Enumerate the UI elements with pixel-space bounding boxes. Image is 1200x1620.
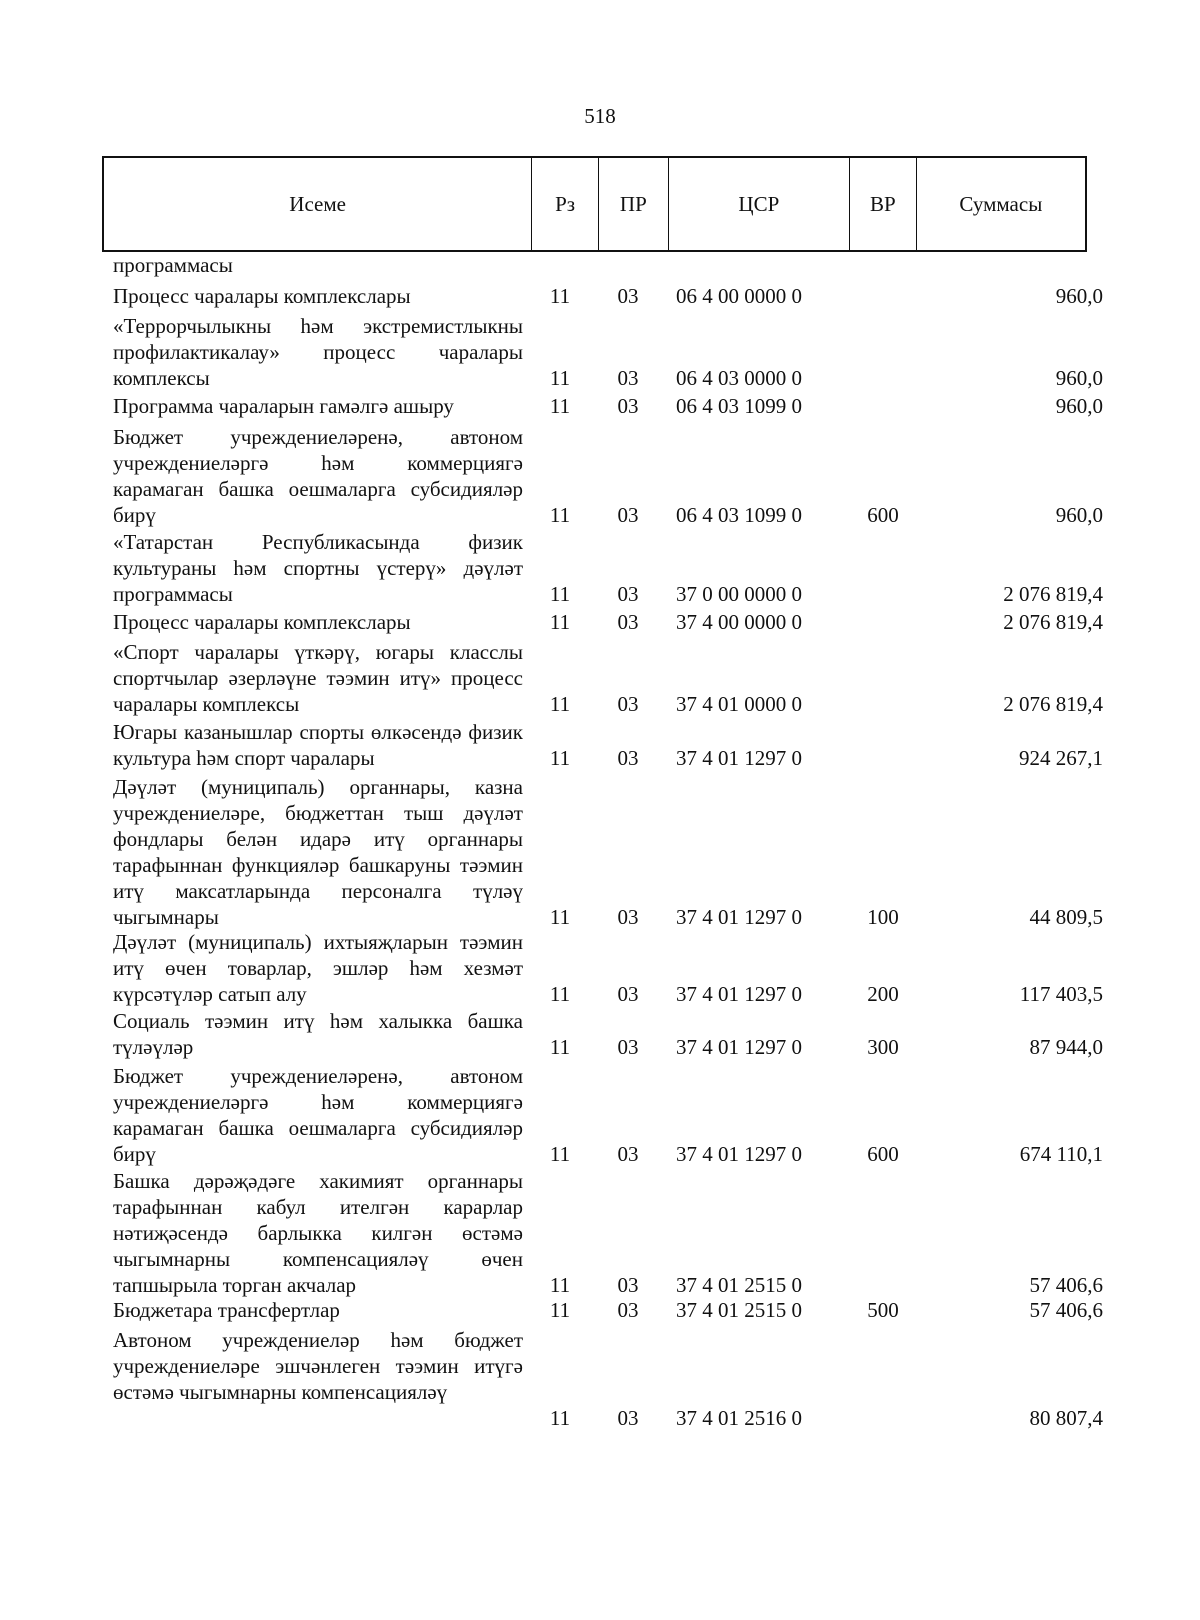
- row-rz: 11: [549, 1035, 571, 1059]
- row-pr: 03: [617, 1035, 639, 1059]
- row-rz: 11: [549, 1406, 571, 1430]
- row-pr: 03: [617, 982, 639, 1006]
- row-name: «Террорчылыкны һәм экстремистлыкны профилактикалау» процесс чаралары комплексы: [113, 314, 523, 390]
- row-pr: 03: [617, 610, 639, 634]
- row-sum: 960,0: [1055, 394, 1103, 418]
- row-pr: 03: [617, 1142, 639, 1166]
- row-sum: 960,0: [1055, 503, 1103, 527]
- row-csr: 37 0 00 0000 0: [676, 582, 802, 606]
- row-sum: 960,0: [1055, 284, 1103, 308]
- row-csr: 37 4 01 1297 0: [676, 1035, 802, 1059]
- row-rz: 11: [549, 284, 571, 308]
- header-pr: ПР: [599, 158, 669, 250]
- row-rz: 11: [549, 394, 571, 418]
- row-sum: 57 406,6: [1029, 1273, 1103, 1297]
- row-sum: 674 110,1: [1019, 1142, 1103, 1166]
- row-rz: 11: [549, 746, 571, 770]
- row-rz: 11: [549, 905, 571, 929]
- row-pr: 03: [617, 284, 639, 308]
- row-pr: 03: [617, 1406, 639, 1430]
- header-sum: Суммасы: [959, 191, 1043, 216]
- row-sum: 80 807,4: [1029, 1406, 1103, 1430]
- row-vr: 600: [867, 503, 899, 527]
- page-number: 518: [584, 104, 616, 128]
- row-rz: 11: [549, 692, 571, 716]
- header-vr: ВР: [850, 158, 917, 250]
- row-name: Программа чараларын гамәлгә ашыру: [113, 394, 454, 418]
- row-csr: 37 4 01 2516 0: [676, 1406, 802, 1430]
- row-rz: 11: [549, 366, 571, 390]
- row-pr: 03: [617, 746, 639, 770]
- row-csr: 06 4 03 1099 0: [676, 394, 802, 418]
- row-csr: 06 4 03 0000 0: [676, 366, 802, 390]
- row-rz: 11: [549, 982, 571, 1006]
- header-rz: Рз: [532, 158, 599, 250]
- row-csr: 37 4 01 1297 0: [676, 1142, 802, 1166]
- row-vr: 300: [867, 1035, 899, 1059]
- row-name: Дәүләт (муниципаль) органнары, казна учреждениеләре, бюджеттан тыш дәүләт фондлары белән идарә итү органнары тарафыннан функцияләр башкаруны тәэмин итү максатларында персоналга түләү чыгымнары: [113, 775, 523, 929]
- row-sum: 2 076 819,4: [1003, 582, 1103, 606]
- row-pr: 03: [617, 692, 639, 716]
- row-csr: 37 4 00 0000 0: [676, 610, 802, 634]
- row-rz: 11: [549, 582, 571, 606]
- row-pr: 03: [617, 1273, 639, 1297]
- row-name: программасы: [113, 253, 233, 277]
- row-csr: 37 4 01 2515 0: [676, 1273, 802, 1297]
- row-csr: 37 4 01 0000 0: [676, 692, 802, 716]
- row-sum: 2 076 819,4: [1003, 692, 1103, 716]
- row-name: Бюджет учреждениеләренә, автоном учреждениеләргә һәм коммерциягә карамаган башка оешмаларга субсидияләр бирү: [113, 1064, 523, 1166]
- row-sum: 2 076 819,4: [1003, 610, 1103, 634]
- row-sum: 57 406,6: [1029, 1298, 1103, 1322]
- row-name: Башка дәрәҗәдәге хакимият органнары тарафыннан кабул ителгән карарлар нәтиҗәсендә барлыкка килгән өстәмә чыгымнарны компенсацияләү өчен тапшырыла торган акчалар: [113, 1169, 523, 1297]
- row-name: Процесс чаралары комплекслары: [113, 284, 411, 308]
- row-sum: 960,0: [1055, 366, 1103, 390]
- row-csr: 37 4 01 1297 0: [676, 905, 802, 929]
- row-csr: 06 4 03 1099 0: [676, 503, 802, 527]
- row-rz: 11: [549, 1273, 571, 1297]
- row-rz: 11: [549, 1298, 571, 1322]
- header-csr: ЦСР: [669, 158, 850, 250]
- row-sum: 44 809,5: [1029, 905, 1103, 929]
- row-name: «Татарстан Республикасында физик культураны һәм спортны үстерү» дәүләт программасы: [113, 530, 523, 606]
- row-name: Автоном учреждениеләр һәм бюджет учреждениеләре эшчәнлеген тәэмин итүгә өстәмә чыгымнарны компенсацияләү: [113, 1328, 523, 1404]
- row-rz: 11: [549, 610, 571, 634]
- row-vr: 600: [867, 1142, 899, 1166]
- row-vr: 200: [867, 982, 899, 1006]
- row-pr: 03: [617, 582, 639, 606]
- row-pr: 03: [617, 394, 639, 418]
- row-name: «Спорт чаралары үткәрү, югары класслы спортчылар әзерләүне тәэмин итү» процесс чаралары комплексы: [113, 640, 523, 716]
- row-sum: 117 403,5: [1019, 982, 1103, 1006]
- row-name: Дәүләт (муниципаль) ихтыяҗларын тәэмин итү өчен товарлар, эшләр һәм хезмәт күрсәтүләр сатып алу: [113, 930, 523, 1006]
- row-csr: 37 4 01 1297 0: [676, 746, 802, 770]
- row-name: Бюджетара трансфертлар: [113, 1298, 340, 1322]
- row-pr: 03: [617, 503, 639, 527]
- row-pr: 03: [617, 1298, 639, 1322]
- row-name: Процесс чаралары комплекслары: [113, 610, 411, 634]
- row-vr: 100: [867, 905, 899, 929]
- row-pr: 03: [617, 366, 639, 390]
- row-name: Югары казанышлар спорты өлкәсендә физик культура һәм спорт чаралары: [113, 720, 523, 770]
- header-name: Исеме: [104, 158, 532, 250]
- row-sum: 87 944,0: [1029, 1035, 1103, 1059]
- row-rz: 11: [549, 503, 571, 527]
- row-csr: 37 4 01 1297 0: [676, 982, 802, 1006]
- row-csr: 37 4 01 2515 0: [676, 1298, 802, 1322]
- row-csr: 06 4 00 0000 0: [676, 284, 802, 308]
- row-sum: 924 267,1: [1019, 746, 1103, 770]
- row-rz: 11: [549, 1142, 571, 1166]
- row-vr: 500: [867, 1298, 899, 1322]
- row-name: Бюджет учреждениеләренә, автоном учреждениеләргә һәм коммерциягә карамаган башка оешмаларга субсидияләр бирү: [113, 425, 523, 527]
- row-name: Социаль тәэмин итү һәм халыкка башка түләүләр: [113, 1009, 523, 1059]
- row-pr: 03: [617, 905, 639, 929]
